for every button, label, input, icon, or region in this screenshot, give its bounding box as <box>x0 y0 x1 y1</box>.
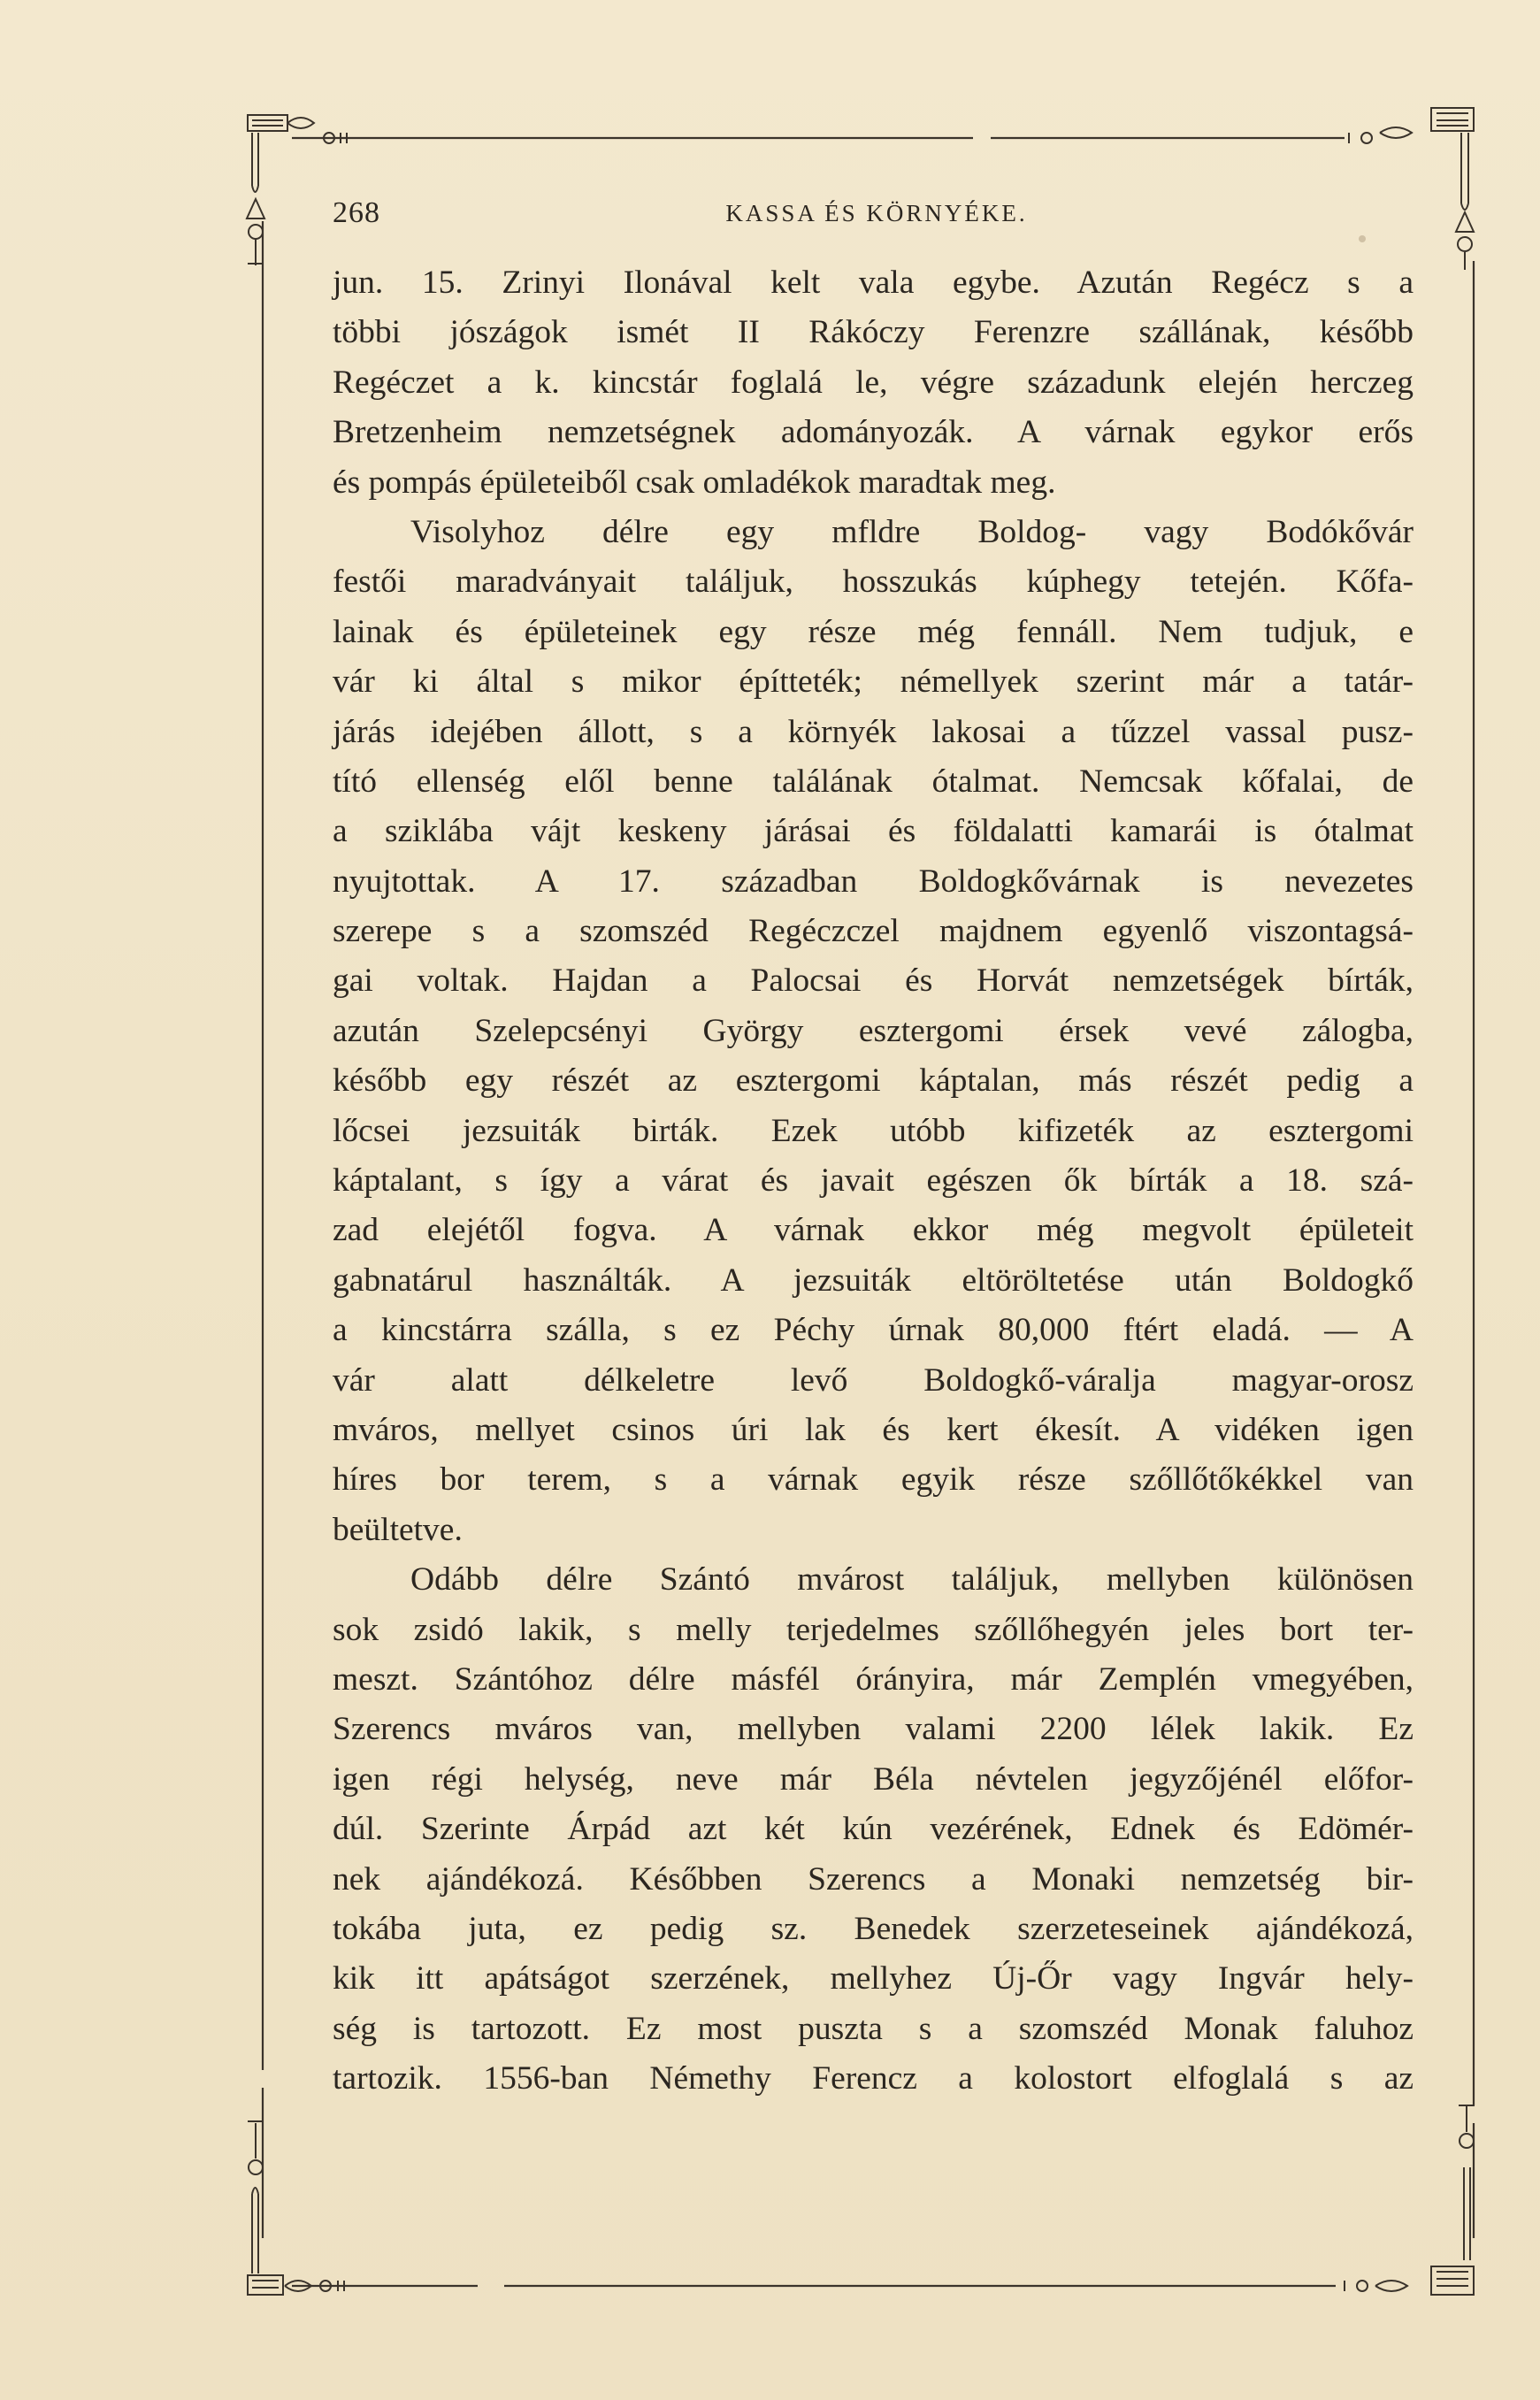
text-line: később egy részét az esztergomi káptalan, más részét pedig a <box>333 1062 1414 1100</box>
text-line: lőcsei jezsuiták birták. Ezek utóbb kifizeték az esztergomi <box>333 1112 1414 1149</box>
body-text <box>333 258 1414 2104</box>
text-line: gai voltak. Hajdan a Palocsai és Horvát nemzetségek bírták, <box>333 962 1414 1000</box>
text-line: beültetve. <box>333 1511 463 1548</box>
text-line: igen régi helység, neve már Béla névtelen jegyzőjénél előfor- <box>333 1760 1414 1798</box>
text-line: tító ellenség elől benne találának ótalmat. Nemcsak kőfalai, de <box>333 763 1414 800</box>
text-line: nek ajándékozá. Későbben Szerencs a Monaki nemzetség bir- <box>333 1860 1414 1898</box>
text-line: kik itt apátságot szerzének, mellyhez Új-Őr vagy Ingvár hely- <box>333 1960 1414 1997</box>
text-line: mváros, mellyet csinos úri lak és kert ékesít. A vidéken igen <box>333 1411 1414 1448</box>
text-line: Bretzenheim nemzetségnek adományozák. A várnak egykor erős <box>333 414 1414 451</box>
text-line: tartozik. 1556-ban Némethy Ferencz a kolostort elfoglalá s az <box>333 2060 1414 2097</box>
page-header <box>333 196 1421 241</box>
running-title: KASSA ÉS KÖRNYÉKE. <box>725 200 1028 226</box>
text-line: ség is tartozott. Ez most puszta s a szomszéd Monak faluhoz <box>333 2010 1414 2047</box>
text-line: híres bor terem, s a várnak egyik része szőllőtőkékkel van <box>333 1461 1414 1499</box>
text-line: a sziklába vájt keskeny járásai és földalatti kamarái is ótalmat <box>333 813 1414 850</box>
text-line: festői maradványait találjuk, hosszukás kúphegy tetején. Kőfa- <box>333 564 1414 601</box>
text-line: Odább délre Szántó mvárost találjuk, mellyben különösen <box>410 1561 1414 1599</box>
text-line: azután Szelepcsényi György esztergomi érsek vevé zálogba, <box>333 1012 1414 1049</box>
page-number: 268 <box>333 196 380 229</box>
text-line: nyujtottak. A 17. században Boldogkővárnak is nevezetes <box>333 863 1414 900</box>
text-line: zad elejétől fogva. A várnak ekkor még megvolt épületeit <box>333 1212 1414 1249</box>
text-line: dúl. Szerinte Árpád azt két kún vezérének, Ednek és Edömér- <box>333 1811 1414 1848</box>
text-line: vár ki által s mikor építteték; némellyek szerint már a tatár- <box>333 663 1414 701</box>
text-line: Szerencs mváros van, mellyben valami 2200 lélek lakik. Ez <box>333 1711 1414 1748</box>
text-line: szerepe s a szomszéd Regéczczel majdnem egyenlő viszontagsá- <box>333 913 1414 950</box>
text-line: és pompás épületeiből csak omladékok maradtak meg. <box>333 464 1056 501</box>
text-line: sok zsidó lakik, s melly terjedelmes szőllőhegyén jeles bort ter- <box>333 1611 1414 1648</box>
text-line: káptalant, s így a várat és javait egészen ők bírták a 18. szá- <box>333 1162 1414 1200</box>
text-line: tokába juta, ez pedig sz. Benedek szerzeteseinek ajándékozá, <box>333 1910 1414 1947</box>
text-line: gabnatárul használták. A jezsuiták eltöröltetése után Boldogkő <box>333 1261 1414 1299</box>
text-line: vár alatt délkeletre levő Boldogkő-váralja magyar-orosz <box>333 1361 1414 1399</box>
text-line: Visolyhoz délre egy mfldre Boldog- vagy Bodókővár <box>410 513 1414 550</box>
text-line: többi jószágok ismét II Rákóczy Ferenzre szállának, később <box>333 314 1414 351</box>
text-line: a kincstárra szálla, s ez Péchy úrnak 80,000 ftért eladá. — A <box>333 1312 1414 1349</box>
text-line: Regéczet a k. kincstár foglalá le, végre századunk elején herczeg <box>333 364 1414 401</box>
text-line: meszt. Szántóhoz délre másfél órányira, már Zemplén vmegyében, <box>333 1660 1414 1698</box>
text-line: lainak és épületeinek egy része még fennáll. Nem tudjuk, e <box>333 613 1414 650</box>
text-line: jun. 15. Zrinyi Ilonával kelt vala egybe. Azután Regécz s a <box>333 265 1414 301</box>
text-line: járás idejében állott, s a környék lakosai a tűzzel vassal pusz- <box>333 713 1414 750</box>
